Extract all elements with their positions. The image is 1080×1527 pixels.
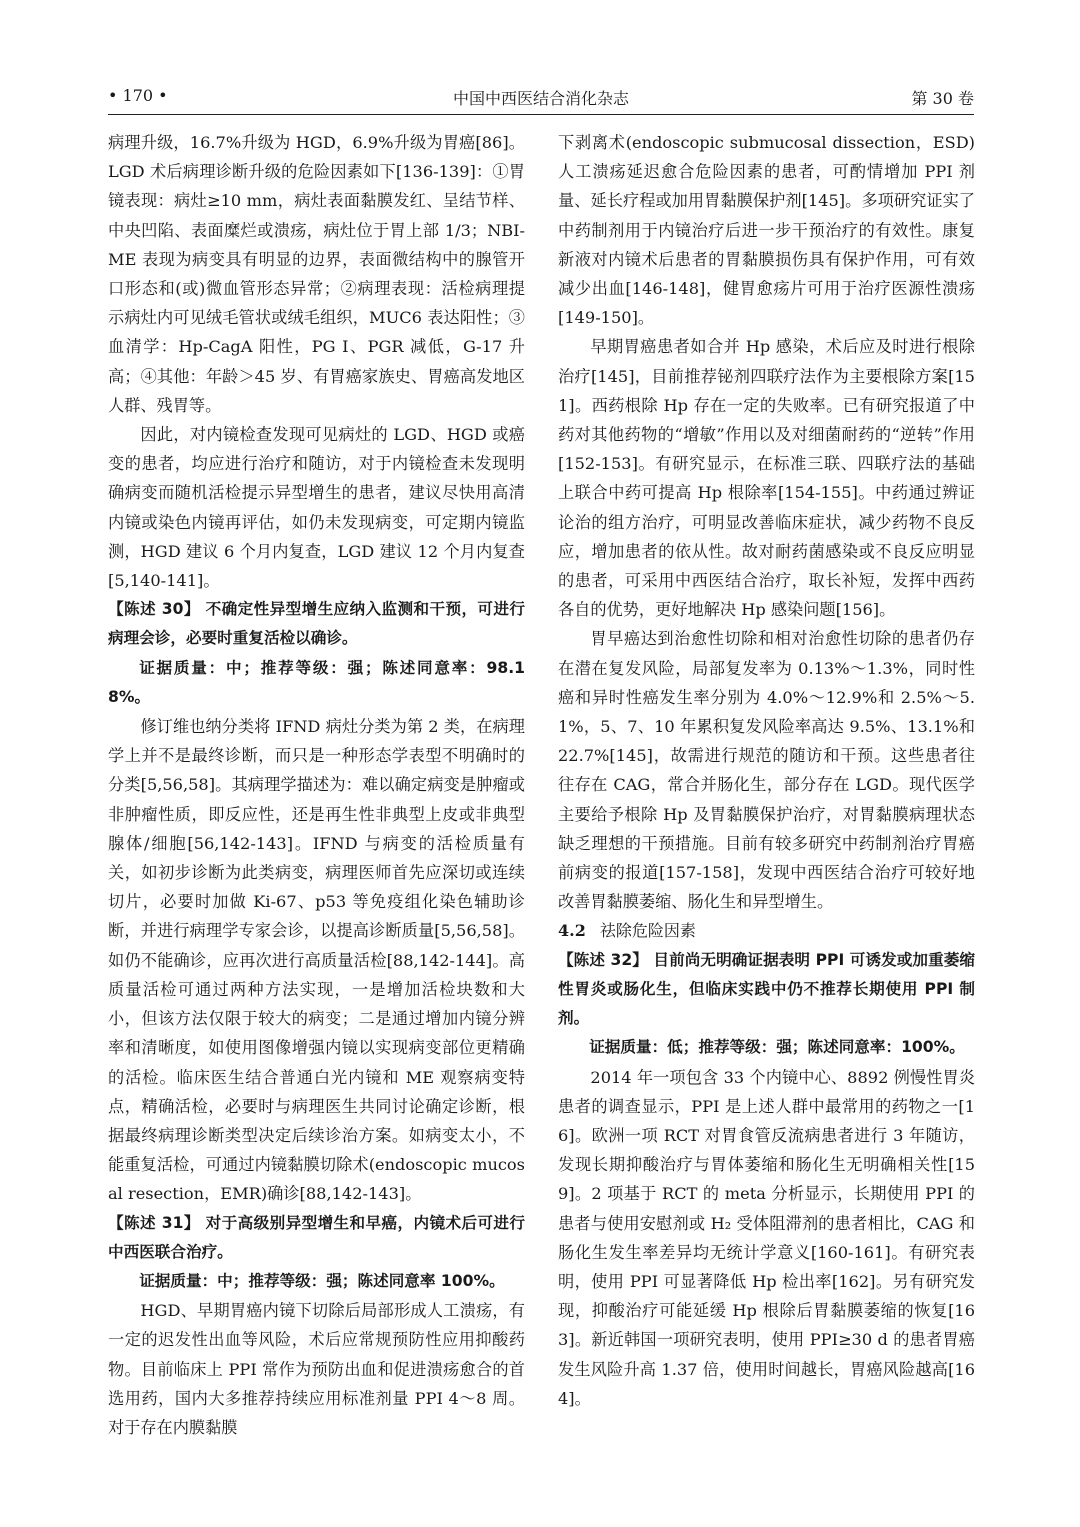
running-header bbox=[108, 86, 974, 112]
statement: 【陈述 30】 不确定性异型增生应纳入监测和干预，可进行病理会诊，必要时重复活检以确诊。 bbox=[108, 600, 525, 648]
paragraph: 病理升级，16.7%升级为 HGD，6.9%升级为胃癌[86]。LGD 术后病理诊断升级的危险因素如下[136-139]：①胃镜表现：病灶≥10 mm，病灶表面黏膜发红、呈结节样、中央凹陷、表面糜烂或溃疡，病灶位于胃上部 1/3；NBI-ME 表现为病变具有明显的边界，表面微结构中的腺管开口形态和(或)微血管形态异常；②病理表现：活检病理提示病灶内可见绒毛管状或绒毛组织，MUC6 表达阳性；③血清学：Hp-CagA 阳性，PG Ⅰ、PGR 减低，G-17 升高；④其他：年龄＞45 岁、有胃癌家族史、胃癌高发地区人群、残胃等。 bbox=[108, 133, 525, 415]
right-column bbox=[558, 128, 975, 1413]
paragraph: 因此，对内镜检查发现可见病灶的 LGD、HGD 或癌变的患者，均应进行治疗和随访，对于内镜检查未发现明确病变而随机活检提示异型增生的患者，建议尽快用高清内镜或染色内镜再评估，如仍未发现病变，可定期内镜监测，HGD 建议 6 个月内复查，LGD 建议 12 个月内复查[5,140-141]。 bbox=[108, 425, 525, 591]
paragraph: 2014 年一项包含 33 个内镜中心、8892 例慢性胃炎患者的调查显示，PPI 是上述人群中最常用的药物之一[16]。欧洲一项 RCT 对胃食管反流病患者进行 3 年随访，发现长期抑酸治疗与胃体萎缩和肠化生无明确相关性[159]。2 项基于 RCT 的 meta 分析显示，长期使用 PPI 的患者与使用安慰剂或 H₂ 受体阻滞剂的患者相比，CAG 和肠化生发生率差异均无统计学意义[160-161]。有研究表明，使用 PPI 可显著降低 Hp 检出率[162]。另有研究发现，抑酸治疗可能延缓 Hp 根除后胃黏膜萎缩的恢复[163]。新近韩国一项研究表明，使用 PPI≥30 d 的患者胃癌发生风险升高 1.37 倍，使用时间越长，胃癌风险越高[164]。 bbox=[558, 1067, 975, 1408]
paragraph: 胃早癌达到治愈性切除和相对治愈性切除的患者仍存在潜在复发风险，局部复发率为 0.13%～1.3%，同时性癌和异时性癌发生率分别为 4.0%～12.9%和 2.5%～5.1%，5、7、10 年累积复发风险率高达 9.5%、13.1%和 22.7%[145]，故需进行规范的随访和干预。这些患者往往存在 CAG，常合并肠化生，部分存在 LGD。现代医学主要给予根除 Hp 及胃黏膜保护治疗，对胃黏膜病理状态缺乏理想的干预措施。目前有较多研究中药制剂治疗胃癌前病变的报道[157-158]，发现中西医结合治疗可较好地改善胃黏膜萎缩、肠化生和异型增生。 bbox=[558, 629, 975, 912]
paragraph: HGD、早期胃癌内镜下切除后局部形成人工溃疡，有一定的迟发性出血等风险，术后应常规预防性应用抑酸药物。目前临床上 PPI 常作为预防出血和促进溃疡愈合的首选用药，国内大多推荐持续应用标准剂量 PPI 4～8 周。对于存在内膜黏膜 bbox=[108, 1301, 525, 1437]
statement: 【陈述 32】 目前尚无明确证据表明 PPI 可诱发或加重萎缩性胃炎或肠化生，但临床实践中仍不推荐长期使用 PPI 制剂。 bbox=[558, 950, 975, 1028]
section-title: 祛除危险因素 bbox=[599, 921, 696, 941]
section-heading bbox=[558, 916, 975, 945]
journal-title: 中国中西医结合消化杂志 bbox=[452, 89, 629, 108]
statement: 【陈述 31】 对于高级别异型增生和早癌，内镜术后可进行中西医联合治疗。 bbox=[108, 1213, 525, 1261]
evidence-rating: 证据质量：低；推荐等级：强；陈述同意率：100%。 bbox=[589, 1038, 965, 1057]
paragraph: 下剥离术(endoscopic submucosal dissection，ESD)人工溃疡延迟愈合危险因素的患者，可酌情增加 PPI 剂量、延长疗程或加用胃黏膜保护剂[145]。多项研究证实了中药制剂用于内镜治疗后进一步干预治疗的有效性。康复新液对内镜术后患者的胃黏膜损伤具有保护作用，可有效减少出血[146-148]，健胃愈疡片可用于治疗医源性溃疡[149-150]。 bbox=[558, 133, 975, 328]
paragraph: 早期胃癌患者如合并 Hp 感染，术后应及时进行根除治疗[145]，目前推荐铋剂四联疗法作为主要根除方案[151]。西药根除 Hp 存在一定的失败率。已有研究报道了中药对其他药物的“增敏”作用以及对细菌耐药的“逆转”作用[152-153]。有研究显示，在标准三联、四联疗法的基础上联合中药可提高 Hp 根除率[154-155]。中药通过辨证论治的组方治疗，可明显改善临床症状，减少药物不良反应，增加患者的依从性。故对耐药菌感染或不良反应明显的患者，可采用中西医结合治疗，取长补短，发挥中西药各自的优势，更好地解决 Hp 感染问题[156]。 bbox=[558, 337, 975, 620]
evidence-rating: 证据质量：中；推荐等级：强；陈述同意率 100%。 bbox=[139, 1271, 505, 1290]
paragraph: 修订维也纳分类将 IFND 病灶分类为第 2 类，在病理学上并不是最终诊断，而只是一种形态学表型不明确时的分类[5,56,58]。其病理学描述为：难以确定病变是肿瘤或非肿瘤性质，即反应性，还是再生性非典型上皮或非典型腺体/细胞[56,142-143]。IFND 与病变的活检质量有关，如初步诊断为此类病变，病理医师首先应深切或连续切片，必要时加做 Ki-67、p53 等免疫组化染色辅助诊断，并进行病理学专家会诊，以提高诊断质量[5,56,58]。如仍不能确诊，应再次进行高质量活检[88,142-144]。高质量活检可通过两种方法实现，一是增加活检块数和大小，但该方法仅限于较大的病变；二是通过增加内镜分辨率和清晰度，如使用图像增强内镜以实现病变部位更精确的活检。临床医生结合普通白光内镜和 ME 观察病变特点，精确活检，必要时与病理医生共同讨论确定诊断，根据最终病理诊断类型决定后续诊治方案。如病变太小，不能重复活检，可通过内镜黏膜切除术(endoscopic mucosal resection，EMR)确诊[88,142-143]。 bbox=[108, 717, 525, 1204]
section-number: 4.2 bbox=[558, 921, 586, 941]
header-rule bbox=[108, 114, 974, 115]
evidence-rating: 证据质量：中；推荐等级：强；陈述同意率：98.18%。 bbox=[108, 658, 525, 706]
left-column bbox=[108, 128, 525, 1442]
page-number: • 170 • bbox=[108, 86, 168, 105]
volume-label: 第 30 卷 bbox=[911, 89, 974, 108]
